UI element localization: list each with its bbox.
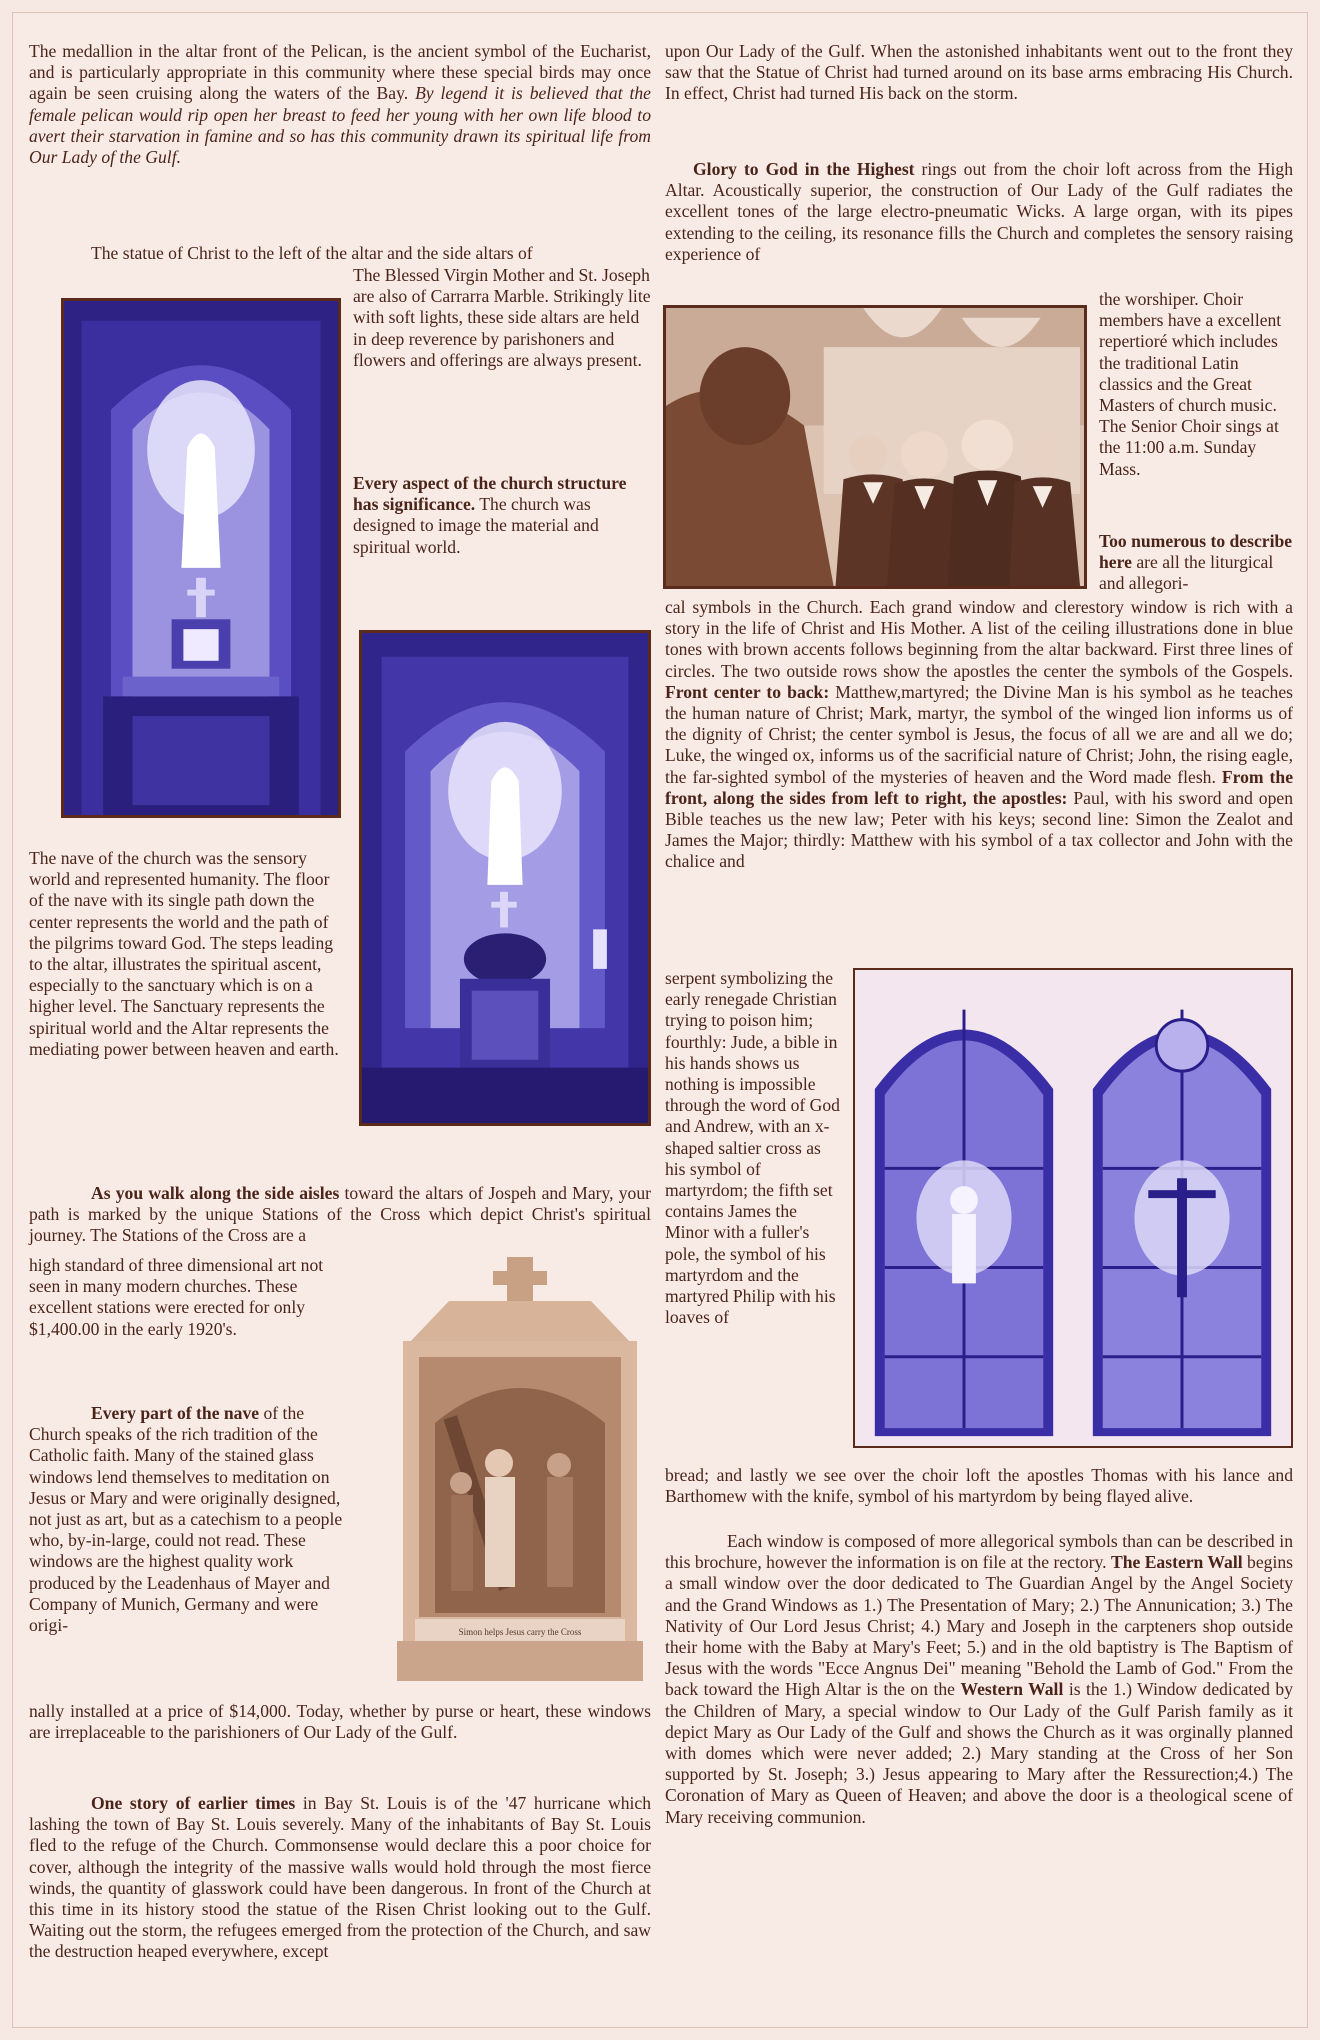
pelican-paragraph [29,41,651,168]
windows-text-c: is the 1.) Window dedicated by the Children of Mary, a special window to Our Lady of the Gulf Parish family as it depict Mary as Our Lady of the Gulf and shows the Church as it was orginally planned with domes which were never added; 2.) Mary standing at the Cross of her Son supported by St. Joseph; 3.) Jesus appearing to Mary after the Ressurection;4.) The Coronation of Mary as Queen of Heaven; and above the door is a theological scene of Mary receiving communion. [665,1679,1293,1827]
choir-text: rings out from the choir loft across from the High Altar. Acoustically superior, the construction of Our Lady of the Gulf radiates the excellent tones of the large electro-pneumatic Wicks. A large organ, with its pipes extending to the ceiling, its resonance fills the Church and completes the sensory raising experience of [665,159,1293,264]
pelican-text: The medallion in the altar front of the Pelican, is the ancient symbol of the Eucharist, and is particularly appropriate in this community where these special birds may once again be seen cruising along the waters of the Bay. [29,41,651,104]
numerous-heading: Too numerous to describe here [1099,531,1293,573]
statue-turned-paragraph: upon Our Lady of the Gulf. When the astonished inhabitants went out to the front they saw that the Statue of Christ had turned around on its base arms embracing His Church. In effect, Christ had turned His back on the storm. [665,41,1293,104]
side-aisles-text: toward the altars of Jospeh and Mary, your path is marked by the unique Stations of the Cross which depict Christ's spiritual journey. The Stations of the Cross are a [29,1183,651,1246]
structure-paragraph [353,473,651,558]
apostles-heading: From the front, along the sides from left to right, the apostles: [665,766,1293,808]
windows-paragraph [665,1531,1293,1828]
station-of-cross-photo [389,1253,651,1689]
symbols-paragraph [665,597,1293,873]
structure-text: The church was designed to image the material and spiritual world. [353,494,599,557]
choir-illustration [666,308,1084,586]
windows-text-a: Each window is composed of more allegorical symbols than can be described in this brochure, however the information is on file at the rectory. [665,1531,1293,1573]
altar-joseph-photo [359,630,651,1126]
statue-line: The statue of Christ to the left of the altar and the side altars of [91,243,533,263]
structure-heading: Every aspect of the church structure has significance. [353,473,627,515]
stained-glass-illustration [855,970,1291,1446]
altar-joseph-illustration [362,633,648,1123]
hurricane-paragraph [29,1793,651,1963]
side-altars-paragraph: The Blessed Virgin Mother and St. Joseph are also of Carrarra Marble. Strikingly lite with soft lights, these side altars are held in deep reverence by parishoners and flowers and offerings are always present. [353,265,651,370]
station-illustration [389,1253,651,1689]
nave-windows-continued: nally installed at a price of $14,000. Today, whether by purse or heart, these windows are irreplaceable to the parishioners of Our Lady of the Gulf. [29,1701,651,1743]
hurricane-heading: One story of earlier times [91,1793,296,1813]
apostles-final: bread; and lastly we see over the choir loft the apostles Thomas with his lance and Barthomew with the knife, symbol of his martyrdom by being flayed alive. [665,1465,1293,1507]
side-aisles-paragraph [29,1183,651,1247]
brochure-page [12,12,1308,2028]
pelican-legend-text: By legend it is believed that the female pelican would rip open her breast to feed her young with her own life blood to avert their starvation in famine and so has this community drawn its spiritual life from Our Lady of the Gulf. [29,83,651,168]
symbols-text: cal symbols in the Church. Each grand window and clerestory window is rich with a story in the life of Christ and His Mother. A list of the ceiling illustrations done in blue tones with brown accents follows beginning from the altar backward. First three lines of circles. The two outside rows show the apostles the center the symbols of the Gospels. [665,597,1293,681]
altar-mary-photo [61,298,341,818]
choir-heading: Glory to God in the Highest [693,159,915,179]
front-center-heading: Front center to back: [665,681,830,702]
nave-paragraph: The nave of the church was the sensory world and represented humanity. The floor of the nave with its single path down the center represents the world and the path of the pilgrims toward God. The steps leading to the altar, illustrates the spiritual ascent, especially to the sanctuary which is on a higher level. The Sanctuary represents the spiritual world and the Altar represents the mediating power between heaven and earth. [29,848,339,1059]
stained-glass-photo [853,968,1293,1448]
repertoire-paragraph: the worshiper. Choir members have a excellent repertioré which includes the traditional Latin classics and the Great Masters of church music. The Senior Choir sings at the 11:00 a.m. Sunday Mass. [1099,289,1282,479]
nave-windows-heading: Every part of the nave [91,1403,260,1423]
nave-windows-text: of the Church speaks of the rich tradition of the Catholic faith. Many of the stained glass windows lend themselves to meditation on Jesus or Mary and were originally designed, not just as art, but as a catechism to a people who, by-in-large, could not read. These windows are the highest quality work produced by the Leadenhaus of Mayer and Company of Munich, Germany and were origi- [29,1403,343,1636]
numerous-paragraph [1099,531,1293,595]
western-wall-heading: Western Wall [960,1679,1064,1700]
front-center-text: Matthew,martyred; the Divine Man is his symbol as he teaches the human nature of Christ; Mark, martyr, the symbol of the winged lion informs us of the dignity of Christ; the center symbol is Jesus, the focus of all we are and all we do; Luke, the winged ox, informs us of the sacrificial nature of Christ; John, the rising eagle, the far-sighted symbol of the mysteries of heaven and the Word made flesh. [665,681,1293,787]
choir-paragraph [665,159,1293,265]
windows-text-b: begins a small window over the door dedicated to The Guardian Angel by the Angel Society and the Grand Windows as 1.) The Presentation of Mary; 2.) The Annunication; 3.) The Nativity of Our Lord Jesus Christ; 4.) Mary and Joseph in the carpteners shop outside their home with the Baby at Mary's Feet; 5.) and in the old baptistry is The Baptism of Jesus with the words "Ecce Angnus Dei" meaning "Behold the Lamb of God." From the back toward the High Altar is the on the [665,1552,1293,1700]
altar-mary-illustration [64,301,338,815]
eastern-wall-heading: The Eastern Wall [1110,1552,1243,1573]
side-aisles-heading: As you walk along the side aisles [91,1183,340,1203]
stations-paragraph: high standard of three dimensional art not seen in many modern churches. These excellent stations were erected for only $1,400.00 in the early 1920's. [29,1255,324,1339]
apostles-continued: serpent symbolizing the early renegade Christian trying to poison him; fourthly: Jude, a bible in his hands shows us nothing is impossible through the word of God and Andrew, with an x-shaped saltier cross as his symbol of martyrdom; the fifth set contains James the Minor with a fuller's pole, the symbol of his martyrdom and the martyred Philip with his loaves of [665,968,840,1328]
hurricane-text: in Bay St. Louis is of the '47 hurricane which lashing the town of Bay St. Louis severely. Many of the inhabitants of Bay St. Louis fled to the refuge of the Church. Commonsense would declare this a poor choice for cover, although the integrity of the massive walls would hold through the most fierce winds, the quantity of glasswork could have been dangerous. In front of the Church at this time in its history stood the statue of the Risen Christ looking out to the Gulf. Waiting out the storm, the refugees emerged from the protection of the Church, and saw the destruction heaped everywhere, except [29,1793,652,1962]
station-caption: Simon helps Jesus carry the Cross [458,1627,582,1637]
numerous-text: are all the liturgical and allegori- [1099,552,1274,594]
choir-photo [663,305,1087,589]
apostles-text: Paul, with his sword and open Bible teaches us the new law; Peter with his keys; second line: Simon the Zealot and James the Major; thirdly: Matthew with his symbol of a tax collector and John with the chalice and [665,787,1293,872]
nave-windows-paragraph [29,1403,353,1636]
